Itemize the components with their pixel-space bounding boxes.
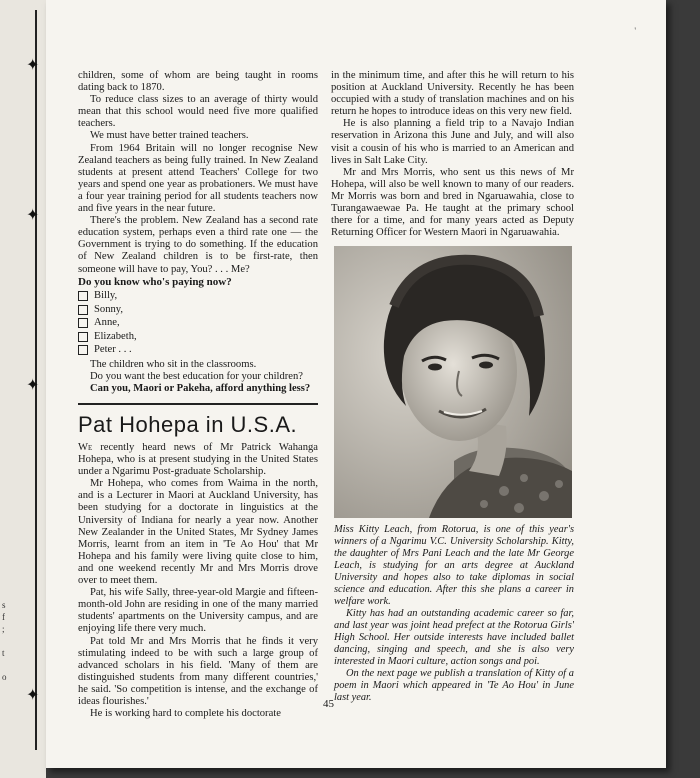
caption-paragraph: On the next page we publish a translation of Kitty of a poem in Maori which appeared in 'Te Ao Hou' in June last year. (334, 668, 574, 703)
left-column (78, 70, 318, 395)
body-paragraph: The children who sit in the classrooms. (90, 359, 257, 371)
gutter-fragment: ; (2, 624, 5, 634)
body-paragraph: From 1964 Britain will no longer recognise New Zealand teachers as being fully trained. In New Zealand students at present attend Teachers' College for two years and spend one year as probationers. We must have a four year training period for all students teachers now and five years in the near future. (78, 142, 318, 215)
portrait-image (334, 246, 572, 518)
binding-clip-icon: ✦ (26, 55, 40, 74)
checkbox-icon (78, 345, 88, 355)
checklist-item: Anne, (78, 317, 318, 331)
body-paragraph: Mr and Mrs Morris, who sent us this news of Mr Hohepa, will also be well known to many of our readers. Mr Morris was born and bred in Ngaruawahia, close to Turangawaewae Pa. He taught at the primary school there for a time, and for many years acted as Deputy Returning Officer for Western Maori in Ngaruawahia. (331, 166, 574, 239)
body-paragraph: To reduce class sizes to an average of thirty would mean that this school would need five more qualified teachers. (78, 94, 318, 130)
caption-paragraph: Kitty has had an outstanding academic career so far, and last year was joint head prefect at the Rotorua Girls' High School. Her outside interests have included ballet dancing, singing and speech, and she is also very interested in Maori culture, action songs and poi. (334, 608, 574, 667)
binding-clip-icon: ✦ (26, 685, 40, 704)
body-paragraph: in the minimum time, and after this he will return to his position at Auckland University. Recently he has been occupied with a study of translation machines and on his return he hopes to introduce ideas on this very new field. (331, 70, 574, 118)
body-paragraph: Pat told Mr and Mrs Morris that he finds it very stimulating indeed to be with such a large group of advanced scholars in his field. 'Many of them are distinguished students from many different countries,' he said. 'So competition is intense, and the exchange of ideas flourishes.' (78, 635, 318, 707)
checkbox-icon (78, 318, 88, 328)
body-paragraph: He is also planning a field trip to a Navajo Indian reservation in Arizona this June and July, and will also visit a cousin of his who is married to an American and lives in Salt Lake City. (331, 118, 574, 166)
checkbox-icon (78, 291, 88, 301)
gutter-fragment: t (2, 648, 5, 658)
article-headline: Pat Hohepa in U.S.A. (78, 412, 298, 437)
checkbox-icon (78, 332, 88, 342)
lead-paragraph: We recently heard news of Mr Patrick Wahanga Hohepa, who is at present studying in the United States under a Ngarimu Post-graduate Scholarship. (78, 442, 318, 478)
checklist-item: Peter . . . (78, 344, 318, 358)
checklist-item: Billy, (78, 290, 318, 304)
portrait-photo (334, 246, 572, 518)
right-column (331, 70, 574, 239)
print-speck: ' (634, 26, 636, 36)
binding-clip-icon: ✦ (26, 375, 40, 394)
body-paragraph: children, some of whom are being taught in rooms dating back to 1870. (78, 70, 318, 94)
binding-gutter (0, 0, 46, 778)
body-paragraph: There's the problem. New Zealand has a second rate education system, perhaps even a third rate one — the Government is trying to do something. If the education of New Zealand children is to be first-rate, then someone will have to pay, You? . . . Me? (78, 215, 318, 275)
magazine-page (46, 0, 666, 768)
body-paragraph: We must have better trained teachers. (90, 130, 249, 142)
body-paragraph: Pat, his wife Sally, three-year-old Margie and fifteen-month-old John are residing in one of the many married students' apartments on the University campus, and are enjoying life there very much. (78, 587, 318, 635)
checkbox-icon (78, 305, 88, 315)
checklist-item: Sonny, (78, 303, 318, 317)
children-checklist (78, 290, 318, 358)
body-paragraph: Do you want the best education for your children? (90, 371, 303, 383)
caption-paragraph: Miss Kitty Leach, from Rotorua, is one of this year's winners of a Ngarimu V.C. University Scholarship. Kitty, the daughter of Mrs Pani Leach and the late Mr George Leach, is studying for an arts degree at Auckland University and hopes also to take diplomas in social science and education. After this she plans a career in welfare work. (334, 524, 574, 607)
page-number: 45 (323, 698, 334, 710)
binding-clip-icon: ✦ (26, 205, 40, 224)
body-paragraph: He is working hard to complete his doctorate (90, 708, 281, 720)
checklist-item: Elizabeth, (78, 330, 318, 344)
lead-word: We (78, 442, 93, 453)
gutter-fragment: s (2, 600, 6, 610)
photo-caption (334, 524, 574, 704)
gutter-fragment: f (2, 612, 5, 622)
gutter-fragment: o (2, 672, 7, 682)
section-rule (78, 403, 318, 405)
body-paragraph: Mr Hohepa, who comes from Waima in the north, and is a Lecturer in Maori at Auckland University, has been studying for a doctorate in linguistics at the University of Indiana for nearly a year now. Another New Zealander in the United States, Mr Sydney James Morris, learnt from an item in 'Te Ao Hou' that Mr Hohepa and his family were living quite close to him, and one weekend recently Mr and Mrs Morris drove over to meet them. (78, 478, 318, 587)
closing-question: Can you, Maori or Pakeha, afford anything less? (90, 383, 311, 395)
question-heading: Do you know who's paying now? (78, 275, 232, 288)
article-body (78, 442, 318, 720)
